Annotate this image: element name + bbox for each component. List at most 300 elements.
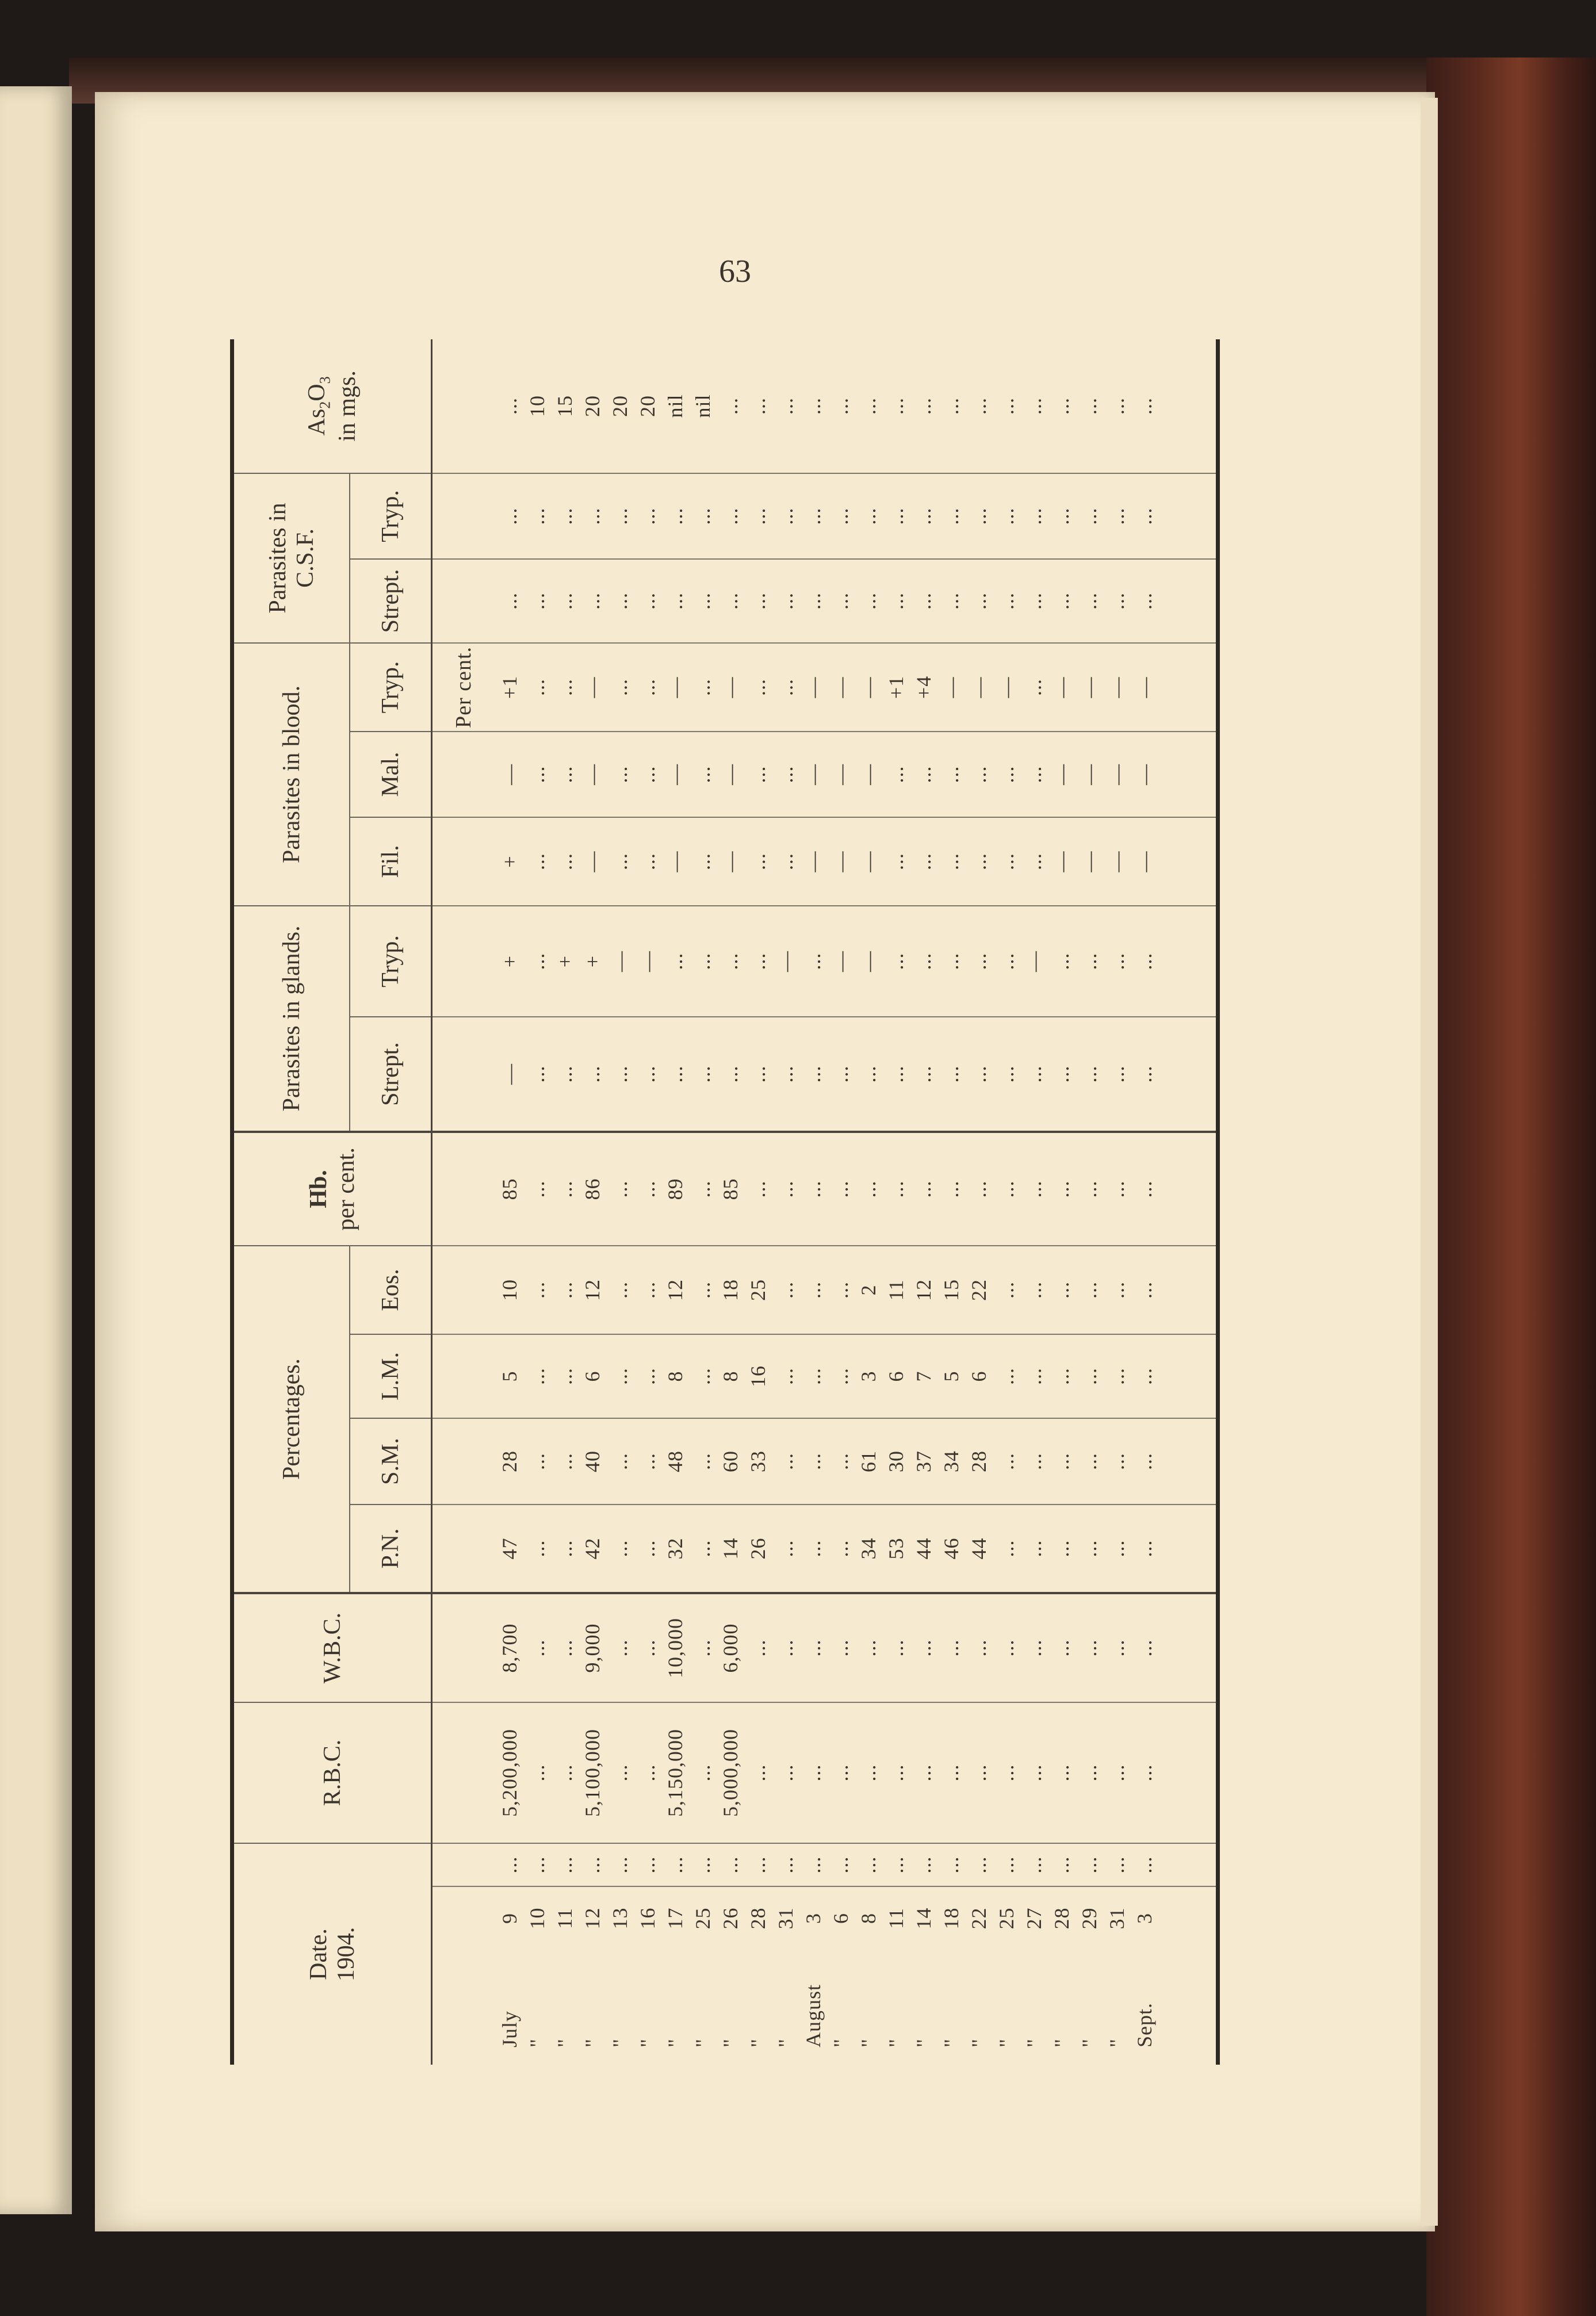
cell-csf-tryp: ... — [523, 473, 551, 559]
spacer-cell — [1158, 817, 1218, 906]
cell-csf-strept: ... — [634, 559, 661, 643]
cell-pn: ... — [1048, 1505, 1076, 1593]
cell-rbc: ... — [937, 1702, 965, 1843]
cell-month: " — [1105, 2038, 1128, 2047]
header-as2o3-label: $As_2O_3$ — [304, 376, 334, 436]
cell-as2o3: ... — [772, 339, 799, 473]
unit-cell — [432, 1843, 496, 1886]
cell-sep: ... — [744, 1843, 772, 1886]
cell-as2o3: ... — [855, 339, 882, 473]
cell-lm: ... — [1103, 1334, 1131, 1418]
cell-day: 3 — [802, 1913, 825, 1924]
cell-bl-mal: ... — [523, 732, 551, 817]
cell-hb: ... — [827, 1132, 855, 1246]
cell-day: 14 — [912, 1907, 935, 1930]
cell-csf-strept: ... — [496, 559, 523, 643]
cell-wbc: ... — [910, 1593, 937, 1702]
cell-gl-strept: ... — [855, 1017, 882, 1132]
cell-pn: ... — [523, 1505, 551, 1593]
table-row — [993, 339, 1020, 2065]
cell-lm: ... — [772, 1334, 799, 1418]
cell-eos: ... — [799, 1246, 827, 1334]
cell-csf-tryp: ... — [579, 473, 606, 559]
cell-bl-fil: + — [496, 817, 523, 906]
cell-wbc: ... — [993, 1593, 1020, 1702]
cell-csf-strept: ... — [882, 559, 910, 643]
cell-eos: 15 — [937, 1246, 965, 1334]
table-row — [744, 339, 772, 2065]
cell-sm: 34 — [937, 1418, 965, 1505]
cell-csf-strept: ... — [523, 559, 551, 643]
cell-month: " — [1078, 2038, 1101, 2047]
cell-sm: ... — [523, 1418, 551, 1505]
cell-sep: ... — [661, 1843, 689, 1886]
cell-csf-tryp: ... — [965, 473, 993, 559]
header-date-label: Date. — [305, 1928, 332, 1980]
spacer-row — [1158, 339, 1218, 2065]
cell-csf-strept: ... — [1076, 559, 1103, 643]
cell-eos: 12 — [910, 1246, 937, 1334]
unit-cell — [432, 906, 496, 1017]
cell-as2o3: ... — [717, 339, 744, 473]
cell-csf-tryp: ... — [634, 473, 661, 559]
cell-gl-tryp: ... — [1076, 906, 1103, 1017]
table-row — [1020, 339, 1048, 2065]
cell-bl-tryp: ... — [689, 643, 717, 732]
cell-wbc: ... — [772, 1593, 799, 1702]
unit-cell — [432, 339, 496, 473]
table-header — [232, 339, 432, 2065]
cell-gl-tryp: — — [772, 906, 799, 1017]
cell-sep: ... — [634, 1843, 661, 1886]
cell-rbc: ... — [1131, 1702, 1158, 1843]
cell-csf-tryp: ... — [799, 473, 827, 559]
cell-hb: ... — [1076, 1132, 1103, 1246]
cell-hb: 89 — [661, 1132, 689, 1246]
unit-cell — [432, 1593, 496, 1702]
cell-pn: ... — [827, 1505, 855, 1593]
cell-pn: ... — [772, 1505, 799, 1593]
cell-bl-mal: — — [1103, 732, 1131, 817]
unit-cell — [432, 1334, 496, 1418]
cell-hb: ... — [772, 1132, 799, 1246]
cell-gl-strept: ... — [937, 1017, 965, 1132]
cell-bl-fil: ... — [523, 817, 551, 906]
header-csf-tryp: Tryp. — [350, 473, 432, 559]
cell-gl-tryp: ... — [744, 906, 772, 1017]
table-body — [432, 339, 1218, 2065]
table-row — [579, 339, 606, 2065]
cell-day: 11 — [553, 1908, 576, 1929]
cell-sm: 61 — [855, 1418, 882, 1505]
cell-day: 11 — [885, 1908, 908, 1929]
cell-eos: ... — [1131, 1246, 1158, 1334]
cell-gl-strept: ... — [993, 1017, 1020, 1132]
cell-sep: ... — [579, 1843, 606, 1886]
cell-csf-strept: ... — [717, 559, 744, 643]
cell-bl-tryp: ... — [523, 643, 551, 732]
cell-rbc: 5,200,000 — [496, 1702, 523, 1843]
spacer-cell — [1158, 1505, 1218, 1593]
cell-rbc: ... — [827, 1702, 855, 1843]
cell-eos: ... — [551, 1246, 579, 1334]
spacer-cell — [1158, 732, 1218, 817]
cell-sep: ... — [910, 1843, 937, 1886]
cell-month: " — [747, 2038, 770, 2047]
cell-month: " — [912, 2038, 935, 2047]
cell-gl-tryp: — — [855, 906, 882, 1017]
cell-lm: 8 — [661, 1334, 689, 1418]
cell-csf-strept: ... — [772, 559, 799, 643]
table-row — [496, 339, 523, 2065]
cell-gl-tryp: + — [551, 906, 579, 1017]
cell-rbc: ... — [993, 1702, 1020, 1843]
cell-bl-fil: — — [1103, 817, 1131, 906]
cell-lm: ... — [1076, 1334, 1103, 1418]
cell-sm: ... — [551, 1418, 579, 1505]
cell-pn: 42 — [579, 1505, 606, 1593]
cell-eos: ... — [827, 1246, 855, 1334]
cell-csf-tryp: ... — [882, 473, 910, 559]
cell-gl-strept: ... — [1076, 1017, 1103, 1132]
header-blood: Parasites in blood. — [232, 643, 350, 906]
cell-csf-strept: ... — [937, 559, 965, 643]
cell-day: 26 — [719, 1907, 742, 1930]
cell-month: " — [995, 2038, 1018, 2047]
cell-bl-tryp: — — [937, 643, 965, 732]
cell-csf-tryp: ... — [744, 473, 772, 559]
cell-hb: ... — [937, 1132, 965, 1246]
cell-wbc: ... — [551, 1593, 579, 1702]
cell-sm: ... — [1020, 1418, 1048, 1505]
spacer-cell — [1158, 1950, 1218, 2065]
cell-csf-tryp: ... — [937, 473, 965, 559]
spacer-cell — [1158, 1132, 1218, 1246]
blood-tryp-unit: Per cent. — [432, 643, 496, 732]
cell-gl-tryp: ... — [993, 906, 1020, 1017]
cell-csf-tryp: ... — [1076, 473, 1103, 559]
cell-eos: ... — [1103, 1246, 1131, 1334]
table-row — [827, 339, 855, 2065]
cell-bl-fil: ... — [634, 817, 661, 906]
header-sm: S.M. — [350, 1418, 432, 1505]
cell-csf-tryp: ... — [606, 473, 634, 559]
cell-gl-tryp: ... — [882, 906, 910, 1017]
cell-bl-fil: ... — [993, 817, 1020, 906]
cell-month: " — [885, 2038, 908, 2047]
cell-sm: ... — [799, 1418, 827, 1505]
cell-bl-tryp: ... — [1020, 643, 1048, 732]
cell-lm: ... — [523, 1334, 551, 1418]
cell-sm: ... — [689, 1418, 717, 1505]
header-percentages: Percentages. — [232, 1246, 350, 1593]
cell-wbc: ... — [523, 1593, 551, 1702]
cell-month: " — [829, 2038, 852, 2047]
cell-as2o3: ... — [1131, 339, 1158, 473]
table-row — [717, 339, 744, 2065]
cell-bl-mal: — — [1131, 732, 1158, 817]
cell-rbc: ... — [744, 1702, 772, 1843]
cell-month: " — [719, 2038, 742, 2047]
cell-bl-tryp: ... — [634, 643, 661, 732]
cell-sep: ... — [1076, 1843, 1103, 1886]
cell-bl-fil: ... — [910, 817, 937, 906]
cell-lm: ... — [993, 1334, 1020, 1418]
cell-bl-tryp: ... — [551, 643, 579, 732]
spacer-cell — [1158, 643, 1218, 732]
cell-gl-strept: ... — [551, 1017, 579, 1132]
table-row — [606, 339, 634, 2065]
cell-rbc: 5,100,000 — [579, 1702, 606, 1843]
cell-lm: ... — [634, 1334, 661, 1418]
cell-pn: ... — [634, 1505, 661, 1593]
cell-lm: ... — [1048, 1334, 1076, 1418]
cell-bl-fil: ... — [551, 817, 579, 906]
cell-gl-strept: ... — [882, 1017, 910, 1132]
blood-record-table-rotated — [230, 339, 1228, 2065]
cell-rbc: ... — [882, 1702, 910, 1843]
cell-csf-tryp: ... — [1103, 473, 1131, 559]
cell-csf-tryp: ... — [689, 473, 717, 559]
cell-lm: 6 — [579, 1334, 606, 1418]
cell-sm: ... — [1076, 1418, 1103, 1505]
cell-month: " — [774, 2038, 797, 2047]
cell-bl-tryp: — — [1103, 643, 1131, 732]
cell-csf-strept: ... — [827, 559, 855, 643]
cell-eos: ... — [1048, 1246, 1076, 1334]
cell-wbc: 8,700 — [496, 1593, 523, 1702]
cell-wbc: 10,000 — [661, 1593, 689, 1702]
cell-hb: ... — [523, 1132, 551, 1246]
header-glands: Parasites in glands. — [232, 906, 350, 1132]
cell-rbc: ... — [606, 1702, 634, 1843]
cell-gl-tryp: — — [606, 906, 634, 1017]
cell-as2o3: 15 — [551, 339, 579, 473]
cell-wbc: ... — [1103, 1593, 1131, 1702]
cell-bl-tryp: — — [993, 643, 1020, 732]
cell-lm: ... — [1131, 1334, 1158, 1418]
cell-bl-tryp: — — [965, 643, 993, 732]
cell-gl-strept: ... — [772, 1017, 799, 1132]
cell-sep: ... — [827, 1843, 855, 1886]
cell-sep: ... — [1048, 1843, 1076, 1886]
header-blood-mal: Mal. — [350, 732, 432, 817]
cell-as2o3: ... — [1020, 339, 1048, 473]
cell-sep: ... — [1103, 1843, 1131, 1886]
cell-gl-tryp: ... — [1131, 906, 1158, 1017]
cell-pn: ... — [799, 1505, 827, 1593]
cell-day: 16 — [636, 1907, 659, 1930]
cell-gl-strept: ... — [1103, 1017, 1131, 1132]
cell-csf-strept: ... — [744, 559, 772, 643]
cell-pn: 44 — [965, 1505, 993, 1593]
cell-bl-mal: — — [496, 732, 523, 817]
cell-csf-strept: ... — [661, 559, 689, 643]
cell-wbc: ... — [1020, 1593, 1048, 1702]
cell-hb: ... — [689, 1132, 717, 1246]
cell-csf-strept: ... — [965, 559, 993, 643]
unit-cell — [432, 1886, 496, 1950]
table-row — [689, 339, 717, 2065]
cell-csf-strept: ... — [1103, 559, 1131, 643]
cell-gl-strept: ... — [799, 1017, 827, 1132]
cell-bl-tryp: — — [579, 643, 606, 732]
cell-day: 17 — [664, 1907, 687, 1930]
cell-as2o3: ... — [496, 339, 523, 473]
cell-pn: 34 — [855, 1505, 882, 1593]
cell-wbc: 6,000 — [717, 1593, 744, 1702]
cell-as2o3: 10 — [523, 339, 551, 473]
header-csf-strept: Strept. — [350, 559, 432, 643]
cell-wbc: ... — [1048, 1593, 1076, 1702]
cell-as2o3: ... — [827, 339, 855, 473]
cell-bl-fil: — — [661, 817, 689, 906]
cell-gl-tryp: — — [827, 906, 855, 1017]
cell-wbc: ... — [882, 1593, 910, 1702]
cell-gl-tryp: + — [579, 906, 606, 1017]
unit-cell — [432, 559, 496, 643]
header-pn: P.N. — [350, 1505, 432, 1593]
unit-cell — [432, 1950, 496, 2065]
unit-cell — [432, 1505, 496, 1593]
table-row — [910, 339, 937, 2065]
cell-as2o3: ... — [882, 339, 910, 473]
cell-sm: ... — [1048, 1418, 1076, 1505]
spacer-cell — [1158, 559, 1218, 643]
cell-pn: 53 — [882, 1505, 910, 1593]
cell-hb: ... — [799, 1132, 827, 1246]
cell-gl-tryp: ... — [1048, 906, 1076, 1017]
cell-month: Sept. — [1133, 2002, 1156, 2047]
table-row — [965, 339, 993, 2065]
cell-csf-strept: ... — [551, 559, 579, 643]
cell-eos: 2 — [855, 1246, 882, 1334]
cell-day: 25 — [995, 1907, 1018, 1930]
spacer-cell — [1158, 1886, 1218, 1950]
cell-eos: 12 — [579, 1246, 606, 1334]
cell-lm: 16 — [744, 1334, 772, 1418]
header-date — [232, 1843, 432, 2065]
cell-hb: ... — [965, 1132, 993, 1246]
cell-bl-fil: — — [855, 817, 882, 906]
cell-as2o3: ... — [993, 339, 1020, 473]
cell-csf-tryp: ... — [1020, 473, 1048, 559]
cell-pn: 46 — [937, 1505, 965, 1593]
cell-month: " — [857, 2038, 880, 2047]
cell-bl-fil: — — [1048, 817, 1076, 906]
table-row — [1131, 339, 1158, 2065]
cell-bl-fil: ... — [606, 817, 634, 906]
cell-sm: 30 — [882, 1418, 910, 1505]
cell-bl-fil: ... — [965, 817, 993, 906]
cell-gl-tryp: ... — [937, 906, 965, 1017]
cell-pn: ... — [1131, 1505, 1158, 1593]
header-as2o3 — [232, 339, 432, 473]
spacer-cell — [1158, 1017, 1218, 1132]
cell-gl-tryp: ... — [965, 906, 993, 1017]
cell-hb: ... — [634, 1132, 661, 1246]
cell-bl-mal: ... — [937, 732, 965, 817]
cell-month: " — [1023, 2038, 1046, 2047]
cell-pn: ... — [993, 1505, 1020, 1593]
cell-bl-mal: ... — [744, 732, 772, 817]
cell-month: July — [498, 2010, 521, 2047]
cell-csf-strept: ... — [910, 559, 937, 643]
cell-pn: 47 — [496, 1505, 523, 1593]
cell-csf-tryp: ... — [910, 473, 937, 559]
cell-lm: ... — [551, 1334, 579, 1418]
cell-sm: ... — [1131, 1418, 1158, 1505]
cell-hb: 85 — [717, 1132, 744, 1246]
cell-day: 31 — [774, 1907, 797, 1930]
cell-bl-tryp: — — [717, 643, 744, 732]
cell-csf-tryp: ... — [1131, 473, 1158, 559]
spacer-cell — [1158, 1334, 1218, 1418]
cell-bl-mal: ... — [606, 732, 634, 817]
cell-pn: 14 — [717, 1505, 744, 1593]
unit-cell — [432, 1246, 496, 1334]
header-csf: Parasites in C.S.F. — [232, 473, 350, 643]
cell-as2o3: ... — [1103, 339, 1131, 473]
cell-bl-mal: — — [579, 732, 606, 817]
cell-eos: ... — [634, 1246, 661, 1334]
header-blood-fil: Fil. — [350, 817, 432, 906]
cell-lm: ... — [606, 1334, 634, 1418]
cell-bl-mal: ... — [634, 732, 661, 817]
cell-wbc: ... — [606, 1593, 634, 1702]
cell-bl-mal: ... — [965, 732, 993, 817]
cell-sm: ... — [606, 1418, 634, 1505]
cell-wbc: ... — [937, 1593, 965, 1702]
unit-row — [432, 339, 496, 2065]
cell-csf-strept: ... — [606, 559, 634, 643]
cell-bl-tryp: — — [827, 643, 855, 732]
table-row — [661, 339, 689, 2065]
cell-sep: ... — [855, 1843, 882, 1886]
cell-month: " — [608, 2038, 631, 2047]
table-row — [799, 339, 827, 2065]
cell-bl-mal: ... — [993, 732, 1020, 817]
cell-lm: ... — [1020, 1334, 1048, 1418]
cell-sep: ... — [993, 1843, 1020, 1886]
cell-bl-mal: ... — [882, 732, 910, 817]
cell-bl-mal: — — [799, 732, 827, 817]
cell-sm: 37 — [910, 1418, 937, 1505]
cell-bl-mal: — — [855, 732, 882, 817]
cell-bl-fil: — — [1076, 817, 1103, 906]
cell-day: 18 — [940, 1907, 963, 1930]
cell-month: " — [691, 2038, 714, 2047]
header-wbc: W.B.C. — [232, 1593, 432, 1702]
cell-day: 13 — [608, 1907, 631, 1930]
unit-cell — [432, 1132, 496, 1246]
cell-bl-fil: ... — [744, 817, 772, 906]
cell-day: 6 — [829, 1913, 852, 1924]
cell-month: " — [636, 2038, 659, 2047]
header-hb-unit: per cent. — [333, 1147, 359, 1231]
cell-hb: 86 — [579, 1132, 606, 1246]
cell-sep: ... — [717, 1843, 744, 1886]
cell-gl-strept: ... — [965, 1017, 993, 1132]
cell-csf-strept: ... — [993, 559, 1020, 643]
cell-bl-tryp: +4 — [910, 643, 937, 732]
cell-gl-strept: ... — [717, 1017, 744, 1132]
cell-rbc: ... — [1020, 1702, 1048, 1843]
cell-sep: ... — [606, 1843, 634, 1886]
cell-bl-mal: ... — [910, 732, 937, 817]
cell-pn: 44 — [910, 1505, 937, 1593]
cell-sm: 60 — [717, 1418, 744, 1505]
